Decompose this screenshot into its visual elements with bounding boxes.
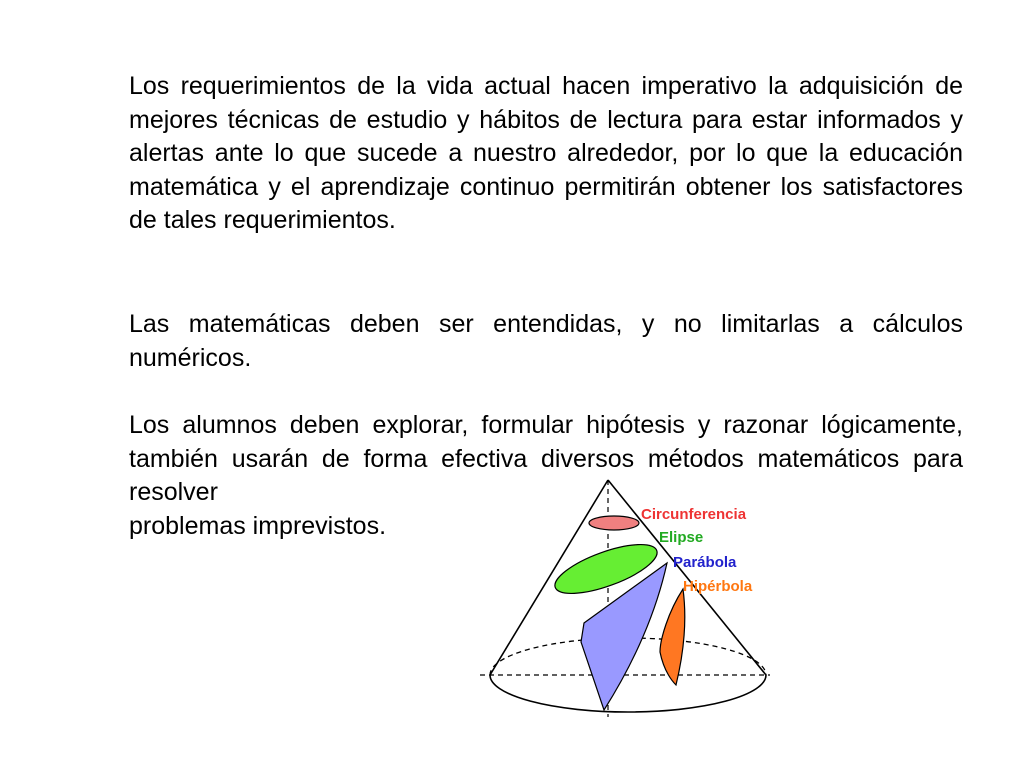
label-ellipse: Elipse: [659, 529, 704, 546]
circle-section: [589, 516, 639, 530]
paragraph-students-tail: problemas imprevistos.: [129, 511, 387, 540]
paragraph-students-main: Los alumnos deben explorar, formular hipótesis y razonar lógicamente, también usarán de forma efectiva diversos métodos matemáticos para resolver: [129, 411, 963, 506]
label-hyperbola: Hipérbola: [683, 578, 753, 595]
label-circumference: Circunferencia: [641, 506, 747, 523]
hyperbola-section: [660, 589, 685, 685]
cone-base-front: [490, 675, 766, 712]
label-parabola: Parábola: [673, 554, 737, 571]
conic-sections-cone-figure: [478, 472, 778, 722]
paragraph-math-understanding: Las matemáticas deben ser entendidas, y no limitarlas a cálculos numéricos.: [129, 310, 963, 372]
paragraph-intro: Los requerimientos de la vida actual hacen imperativo la adquisición de mejores técnicas de estudio y hábitos de lectura para estar informados y alertas ante lo que sucede a nuestro alrededor, por lo que la educación matemática y el aprendizaje continuo permitirán obtener los satisfactores de tales requerimientos.: [129, 72, 963, 234]
